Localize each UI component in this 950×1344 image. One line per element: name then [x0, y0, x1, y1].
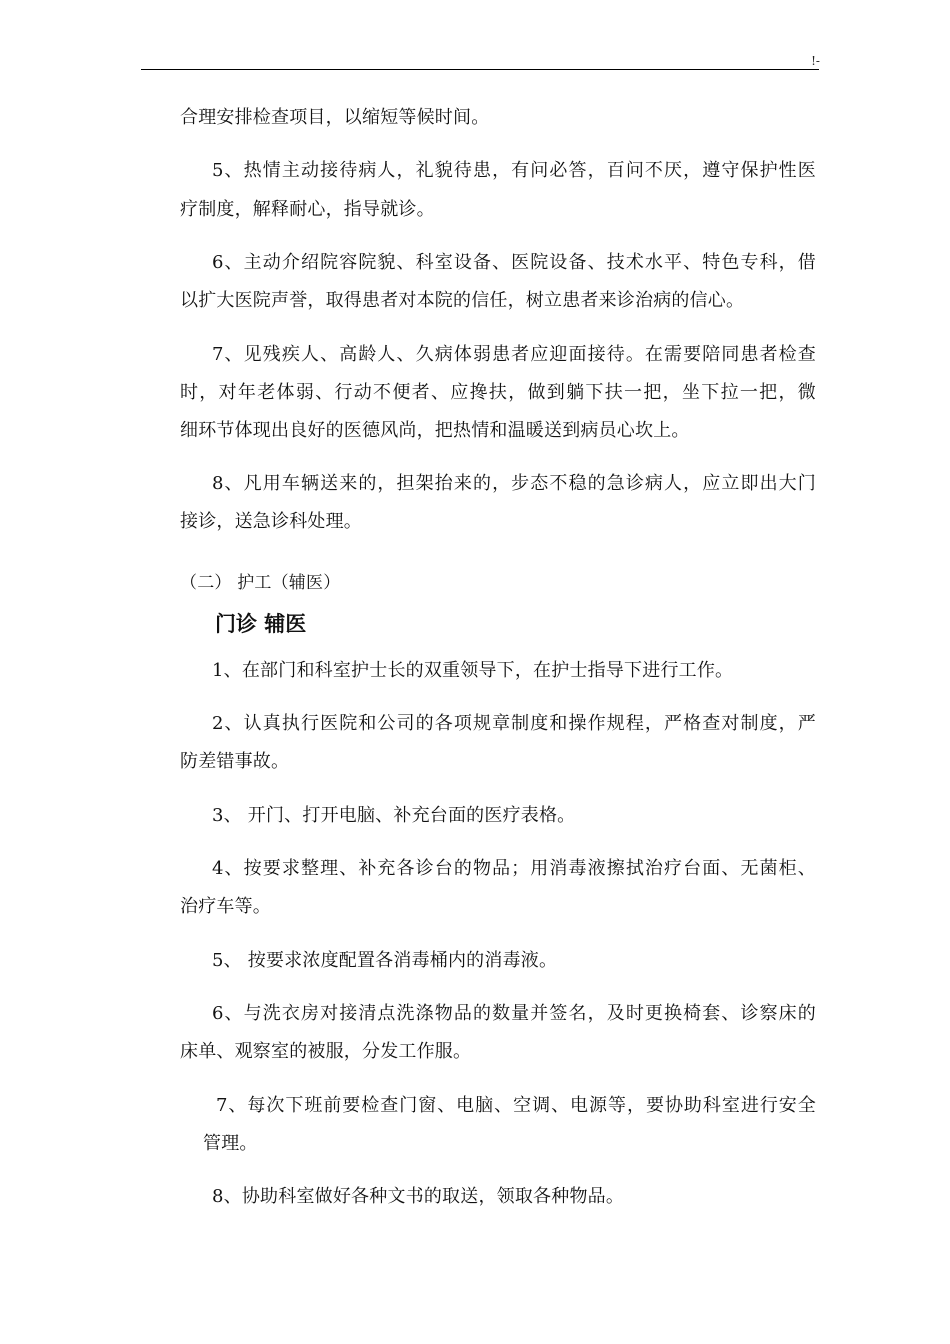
text-line: 2、认真执行医院和公司的各项规章制度和操作规程，严格查对制度，严 — [212, 713, 816, 734]
text-line: 时，对年老体弱、行动不便者、应搀扶，做到躺下扶一把，坐下拉一把，微 — [180, 382, 816, 403]
text-line: 细环节体现出良好的医德风尚，把热情和温暖送到病员心坎上。 — [180, 420, 690, 441]
text-line: 1、在部门和科室护士长的双重领导下，在护士指导下进行工作。 — [212, 660, 734, 681]
text-line: 6、与洗衣房对接清点洗涤物品的数量并签名，及时更换椅套、诊察床的 — [212, 1003, 816, 1024]
subsection-title: （二） 护工（辅医） — [180, 573, 341, 593]
text-line: 5、 按要求浓度配置各消毒桶内的消毒液。 — [212, 950, 558, 971]
text-line: 7、见残疾人、高龄人、久病体弱患者应迎面接待。在需要陪同患者检查 — [212, 344, 816, 365]
text-line: 7、每次下班前要检查门窗、电脑、空调、电源等，要协助科室进行安全 — [216, 1095, 816, 1116]
text-line: 接诊，送急诊科处理。 — [180, 511, 362, 532]
section-heading: 门诊 辅医 — [215, 612, 307, 636]
text-line: 治疗车等。 — [180, 896, 271, 917]
text-line: 疗制度，解释耐心，指导就诊。 — [180, 199, 435, 220]
text-line: 8、凡用车辆送来的，担架抬来的，步态不稳的急诊病人，应立即出大门 — [212, 473, 816, 494]
text-line: 6、主动介绍院容院貌、科室设备、医院设备、技术水平、特色专科，借 — [212, 252, 816, 273]
header-rule — [141, 69, 819, 70]
text-line: 防差错事故。 — [180, 751, 290, 772]
page-number-mark: !- — [811, 54, 820, 68]
text-line: 4、按要求整理、补充各诊台的物品；用消毒液擦拭治疗台面、无菌柜、 — [212, 858, 816, 879]
text-line: 8、协助科室做好各种文书的取送，领取各种物品。 — [212, 1186, 625, 1207]
text-line: 合理安排检查项目，以缩短等候时间。 — [180, 107, 490, 128]
text-line: 5、热情主动接待病人，礼貌待患，有问必答，百问不厌，遵守保护性医 — [212, 160, 816, 181]
text-line: 床单、观察室的被服，分发工作服。 — [180, 1041, 472, 1062]
text-line: 以扩大医院声誉，取得患者对本院的信任，树立患者来诊治病的信心。 — [180, 290, 745, 311]
text-line: 3、 开门、打开电脑、补充台面的医疗表格。 — [212, 805, 576, 826]
text-line: 管理。 — [203, 1133, 258, 1154]
